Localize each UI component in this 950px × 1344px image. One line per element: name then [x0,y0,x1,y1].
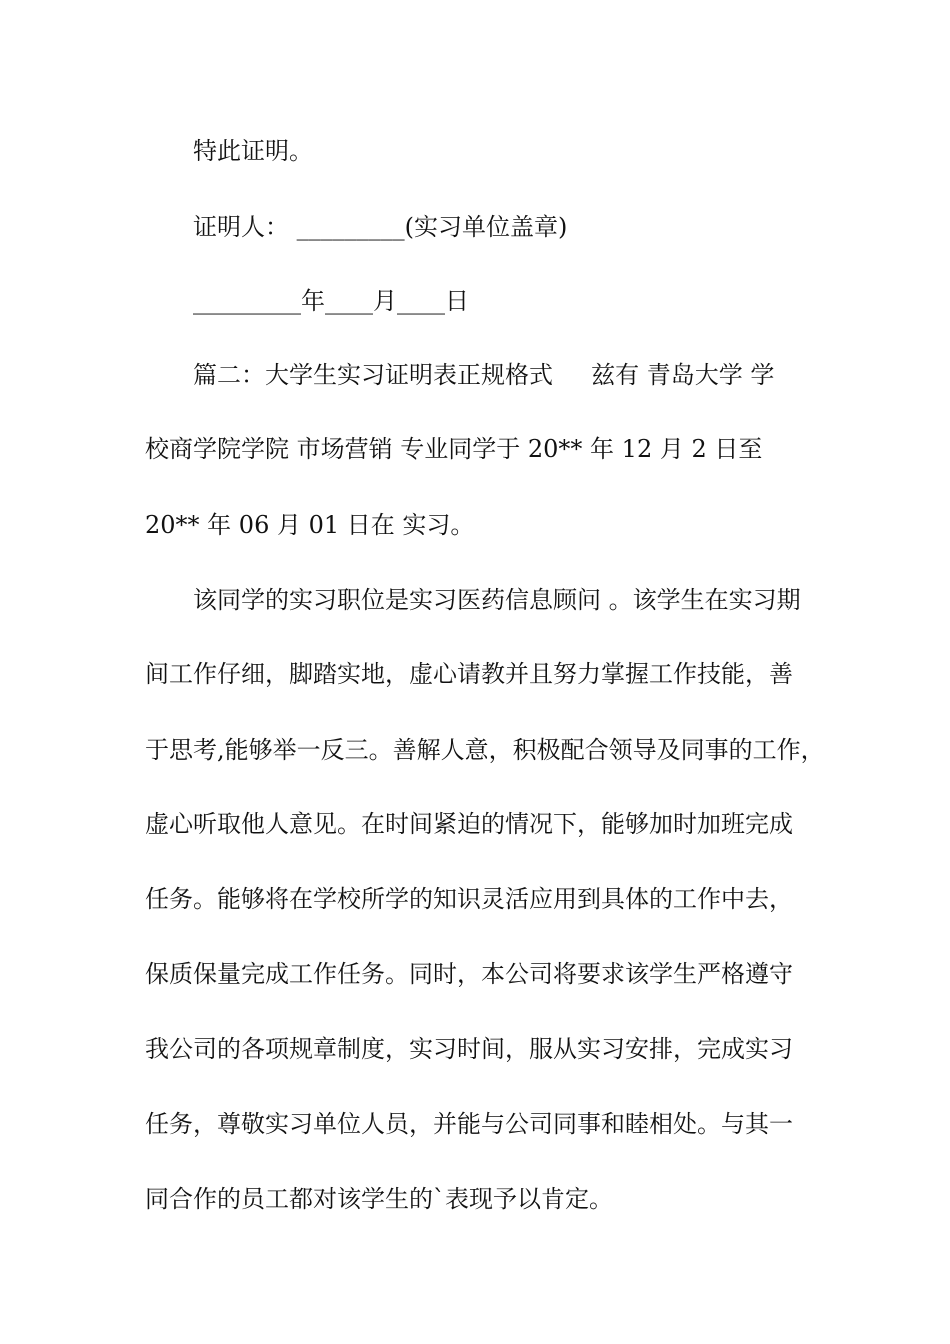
text-line-certifier: 证明人： _________(实习单位盖章) [193,213,568,241]
text-line: 任务。能够将在学校所学的知识灵活应用到具体的工作中去， [145,885,793,913]
text-line-section-two: 篇二：大学生实习证明表正规格式 兹有 青岛大学 学 [193,361,775,389]
text-line: 保质保量完成工作任务。同时，本公司将要求该学生严格遵守 [145,960,793,988]
text-line: 校商学院学院 市场营销 专业同学于 20** 年 12 月 2 日至 [145,435,763,463]
text-line-paragraph-start: 该同学的实习职位是实习医药信息顾问 。该学生在实习期 [193,586,801,614]
text-line: 虚心听取他人意见。在时间紧迫的情况下，能够加时加班完成 [145,810,793,838]
text-line: 任务，尊敬实习单位人员，并能与公司同事和睦相处。与其一 [145,1110,793,1138]
text-line-certify: 特此证明。 [193,137,313,165]
text-line: 我公司的各项规章制度，实习时间，服从实习安排，完成实习 [145,1035,793,1063]
text-line: 同合作的员工都对该学生的`表现予以肯定。 [145,1185,613,1213]
text-line: 20** 年 06 月 01 日在 实习。 [145,511,475,539]
text-line: 间工作仔细，脚踏实地，虚心请教并且努力掌握工作技能，善 [145,660,793,688]
text-line-date: _________年____月____日 [193,287,469,315]
text-line: 于思考,能够举一反三。善解人意，积极配合领导及同事的工作， [145,736,825,764]
